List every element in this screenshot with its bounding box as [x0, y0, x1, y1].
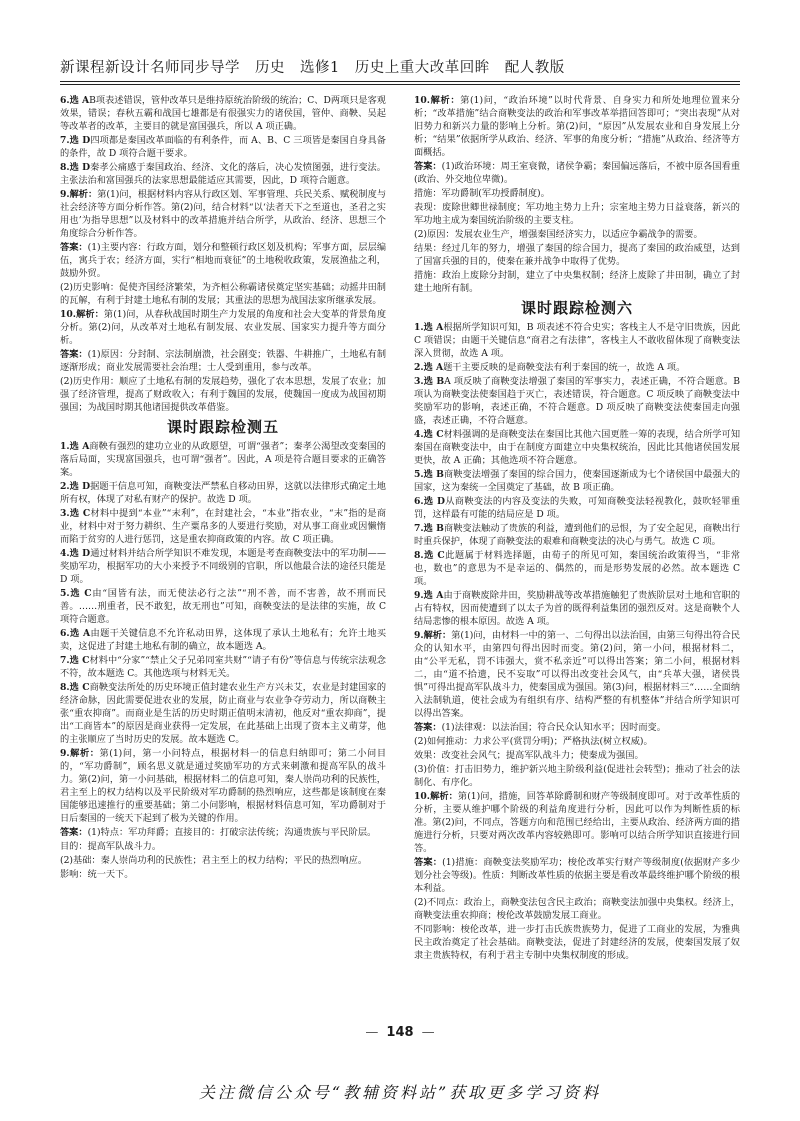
answer-lead: 选 A: [69, 441, 90, 452]
question-number: 6.: [60, 95, 70, 106]
answer-text: 结果：经过几年的努力，增强了秦国的综合国力，提高了秦国的政治威望，达到了国富兵强的目的，使秦在兼并战争中取得了优势。: [414, 243, 740, 267]
answer-text: 第(1)问，措施，回答革除爵制和财产等级制度即可。对于改革性质的分析，主要从维护哪个阶级的利益角度进行分析，因此可以作为判断性质的标准。第(2)问，不同点，答题方向和范围已经给出，主要从政治、经济两方面的措施进行分析，只要对两次改革内容较熟即可。影响可以结合所学知识直接进行回答。: [414, 791, 741, 854]
answer-lead: 答案：: [414, 161, 442, 172]
question-number: 1.: [60, 441, 70, 452]
answer-text: 第(1)问，第一小问特点，根据材料一的信息归纳即可；第二小问目的，“军功爵制”，顾名思义就是通过奖励军功的方式来刺激和提高军队的战斗力。第(2)问，第一小问基础，根据材料二的信息可知，秦人崇尚功利的民族性，君主至上的权力结构以及平民阶级对军功爵制的热烈响应，这些都是该制度在秦国能够迅速推行的重要基础；第二小问影响，根据材料信息可知，军功爵制对于日后秦国的一统天下起到了极为关键的作用。: [60, 748, 387, 824]
answer-text: (1)措施：商鞅变法奖励军功；梭伦改革实行财产等级制度(依据财产多少划分社会等级)。性质：判断改革性质的依据主要是看改革最终维护哪个阶级的根本利益。: [414, 857, 741, 894]
answer-paragraph: [414, 589, 740, 628]
answer-lead: 选 A: [69, 628, 91, 639]
answer-paragraph: [414, 228, 740, 241]
answer-paragraph: [414, 749, 740, 762]
dash-right: —: [421, 1025, 435, 1040]
answer-lead: 选 D: [69, 135, 91, 146]
section-5-answers: [60, 440, 386, 881]
answer-text: 材料中“分家”“禁止父子兄弟同室共财”“请子有份”等信息与传统宗法观念不符，故本题选 C。其他选项与材料无关。: [60, 655, 386, 679]
answer-lead: 选 A: [423, 322, 444, 333]
question-number: 10.: [414, 791, 430, 802]
question-number: 8.: [414, 550, 424, 561]
section-title-6: 课时跟踪检测六: [520, 299, 633, 317]
question-number: 4.: [414, 429, 424, 440]
answer-paragraph: [60, 134, 386, 160]
answer-text: 影响：统一天下。: [60, 869, 134, 880]
answer-text: (2)基础：秦人崇尚功利的民族性；君主至上的权力结构；平民的热烈响应。: [60, 855, 368, 866]
answer-paragraph: [60, 681, 386, 746]
right-column: [414, 94, 740, 963]
answer-text: 题干主要反映的是商鞅变法有利于秦国的统一，故选 A 项。: [443, 362, 686, 373]
answer-text: (1)政治环境：周王室衰微，诸侯争霸；秦国偏远落后，不被中原各国看重(政治、外交地位卑微)。: [414, 161, 741, 185]
answer-text: 措施：军功爵制(军功授爵制度)。: [414, 188, 550, 199]
footer-note: 关注微信公众号“教辅资料站”获取更多学习资料: [198, 1083, 602, 1102]
answer-paragraph: [414, 629, 740, 720]
answer-text: (2)不同点：政治上，商鞅变法包含民主政治；商鞅变法加强中央集权。经济上，商鞅变法重农抑商；梭伦改革鼓励发展工商业。: [414, 897, 740, 921]
answer-text: 材料强调的是商鞅变法在秦国比其他六国更胜一筹的表现，结合所学可知秦国在商鞅变法中，由于在制度方面建立中央集权统治，因此比其他诸侯国发展更快，故 A 正确；其他选项不符合题意。: [414, 429, 741, 466]
answer-lead: 选 C: [69, 655, 90, 666]
answer-paragraph: [60, 440, 386, 479]
answer-text: (3)价值：打击旧势力，维护新兴地主阶级利益(促进社会转型)；推动了社会的法制化、有序化。: [414, 764, 740, 788]
answer-paragraph: [60, 868, 386, 881]
answer-paragraph: [60, 747, 386, 825]
answer-paragraph: [414, 790, 740, 855]
answer-paragraph: [414, 428, 740, 467]
answer-lead: 选 A: [423, 590, 444, 601]
answer-lead: 答案：: [414, 722, 442, 733]
question-number: 3.: [60, 508, 70, 519]
answer-paragraph: [414, 856, 740, 895]
answer-text: 根据所学知识可知，B 项表述不符合史实；客栈主人不是守旧贵族，因此 C 项错误；由题干关键信息“商君之有法律”，客栈主人不敢收留体现了商鞅变法深入贯彻，故选 A 项。: [414, 322, 741, 359]
answer-lead: 选 D: [69, 162, 91, 173]
answer-text: 四项都是秦国改革面临的有利条件，而 A、B、C 三项皆是秦国自身具备的条件，故 D 项符合题干要求。: [60, 135, 386, 159]
answer-text: 第(1)问，由材料一中的第一、二句得出以法治国，由第三句得出符合民众的认知水平，由第四句得出因时而变。第(2)问，第一小问，根据材料二，由“公平无私，罚不讳强大，赏不私亲近”可以得出答案；第二小问，根据材料二，由“道不拾遗，民不妄取”可以得出改变社会风气，由“兵革大强，诸侯畏惧”可得出提高军队战斗力，使秦国成为强国。第(3)问，根据材料三“……全面纳入法制轨道，使社会成为有组织有序、结构严整的有机整体”并结合所学知识可以得出答案。: [414, 630, 741, 719]
question-number: 6.: [414, 496, 424, 507]
answer-text: (1)原因：分封制、宗法制崩溃，社会剧变；铁器、牛耕推广，土地私有制逐渐形成；商业发展需要社会治理；士人受到重用，参与改革。: [60, 349, 387, 373]
answer-paragraph: [60, 94, 386, 133]
answer-text: 据题干信息可知，商鞅变法严禁私自移动田界，这就以法律形式确定土地所有权，体现了对私有财产的保护。故选 D 项。: [60, 481, 386, 505]
answer-paragraph: [414, 549, 740, 588]
answer-lead: 解析：: [75, 309, 104, 320]
answer-lead: 答案：: [60, 242, 88, 253]
answer-paragraph: [414, 522, 740, 548]
question-number: 9.: [60, 748, 70, 759]
answer-lead: 选 C: [423, 429, 444, 440]
header-title: 新课程新设计名师同步导学 历史 选修1 历史上重大改革回眸 配人教版: [60, 60, 565, 76]
answer-paragraph: [60, 587, 386, 626]
question-number: 9.: [60, 189, 70, 200]
answer-paragraph: [60, 241, 386, 280]
question-number: 5.: [414, 469, 424, 480]
answer-paragraph: [60, 188, 386, 240]
answer-text: 由“国皆有法，而无使法必行之法”“刑不善，而不害善，故不刑而民善。……刑重者，民不敢犯，故无刑也”可知，商鞅变法的是法律的实施，故 C 项符合题意。: [60, 588, 387, 625]
answer-paragraph: [60, 480, 386, 506]
answer-paragraph: [60, 281, 386, 307]
answer-paragraph: [414, 160, 740, 186]
answer-text: 效果：改变社会风气；提高军队战斗力；使秦成为强国。: [414, 750, 644, 761]
question-number: 10.: [414, 95, 430, 106]
page-header: [60, 56, 740, 82]
answer-lead: 选 A: [423, 362, 444, 373]
question-number: 8.: [60, 682, 70, 693]
answer-text: 通过材料并结合所学知识不难发现，本题是考查商鞅变法中的军功制——奖励军功，根据军功的大小来授予不同级别的官职，所以他最合法的途径只能是 D 项。: [60, 548, 387, 585]
answer-text: 材料中提到“本业”“末利”，在封建社会，“本业”指农业，“末”指的是商业，材料中对于努力耕织、生产粟帛多的人要进行奖励，对从事工商业或因懒惰而陷于贫穷的人进行惩罚，这是重农抑商政策的内容。故 C 项正确。: [60, 508, 387, 545]
answer-paragraph: [60, 627, 386, 653]
page-number: [0, 1025, 800, 1040]
header-rule: [60, 84, 740, 85]
answer-text: 秦孝公痛感于秦国政治、经济、文化的落后，决心发愤图强，进行变法。主张法治和富国强兵的法家思想最能适应其需要，因此，D 项符合题意。: [60, 162, 386, 186]
section-title-5: 课时跟踪检测五: [166, 418, 279, 436]
answer-paragraph: [414, 94, 740, 159]
answer-paragraph: [60, 161, 386, 187]
answer-lead: 选 C: [423, 550, 445, 561]
answer-text: 不同影响：梭伦改革，进一步打击氏族贵族势力，促进了工商业的发展，为雅典民主政治奠定了社会基础。商鞅变法，促进了封建经济的发展，使秦国发展了奴隶主贵族特权，有利于君主专制中央集权制度的形成。: [414, 924, 740, 961]
question-number: 8.: [60, 162, 70, 173]
left-column: [60, 94, 386, 882]
right-answers: [414, 94, 740, 295]
answer-paragraph: [414, 375, 740, 427]
answer-paragraph: [414, 721, 740, 734]
question-number: 10.: [60, 309, 76, 320]
answer-lead: 解析：: [429, 791, 458, 802]
question-number: 1.: [414, 322, 424, 333]
answer-paragraph: [60, 348, 386, 374]
answer-lead: 解析：: [69, 748, 100, 759]
answer-text: 商鞅变法增强了秦国的综合国力，使秦国逐渐成为七个诸侯国中最强大的国家，这为秦统一全国奠定了基础，故 B 项正确。: [414, 469, 741, 493]
answer-lead: 选 C: [69, 588, 92, 599]
answer-text: 此题属于材料选择题，由荀子的所见可知，秦国统治政策得当，“非常也，数也”的意思为不是幸运的、偶然的，而是形势发展的必然。故本题选 C 项。: [414, 550, 741, 587]
answer-text: 由题干关键信息不允许私动田界，这体现了承认土地私有；允许土地买卖，这促进了封建土地私有制的确立，故本题选 A。: [60, 628, 387, 652]
answer-text: 第(1)问，从春秋战国时期生产力发展的角度和社会大变革的背景角度分析。第(2)问，从改革对土地私有制发展、农业发展、国家实力提升等方面分析。: [60, 309, 387, 346]
answer-paragraph: [60, 854, 386, 867]
answer-lead: 答案：: [60, 349, 88, 360]
answer-paragraph: [414, 735, 740, 748]
answer-paragraph: [414, 242, 740, 268]
answer-paragraph: [60, 826, 386, 839]
answer-lead: 选 C: [69, 508, 91, 519]
answer-text: 措施：政治上废除分封制，建立了中央集权制；经济上废除了井田制，确立了封建土地所有制。: [414, 270, 740, 294]
question-number: 4.: [60, 548, 70, 559]
answer-paragraph: [414, 763, 740, 789]
section-6-answers: [414, 321, 740, 962]
question-number: 7.: [414, 523, 424, 534]
answer-text: (2)原因：发展农业生产，增强秦国经济实力，以适应争霸战争的需要。: [414, 229, 703, 240]
answer-paragraph: [414, 321, 740, 360]
answer-text: 由于商鞅废除井田，奖励耕战等改革措施触犯了贵族阶层对土地和官职的占有特权，因而使遭到了以太子为首的既得利益集团的强烈反对。这是商鞅个人结局悲惨的根本原因。故选 A 项。: [414, 590, 741, 627]
answer-paragraph: [414, 896, 740, 922]
answer-paragraph: [60, 654, 386, 680]
answer-lead: 解析：: [69, 189, 98, 200]
answer-paragraph: [414, 269, 740, 295]
answer-paragraph: [414, 361, 740, 374]
answer-text: B项表述错误，管仲改革只是维持原统治阶级的统治；C、D两项只是客观效果，错误；春秋五霸和战国七雄都是有很强实力的诸侯国，管仲、商鞅、吴起等改革者的改革，主要目的就是富国强兵，所以 A 项正确。: [60, 95, 386, 132]
answer-text: (2)如何推动：力求公平(赏罚分明)；严格执法(树立权威)。: [414, 736, 653, 747]
answer-lead: 选 D: [69, 481, 91, 492]
answer-lead: 选 B: [423, 523, 444, 534]
answer-paragraph: [60, 507, 386, 546]
answer-lead: 选 B: [423, 469, 444, 480]
question-number: 6.: [60, 628, 70, 639]
answer-text: 商鞅变法所处的历史环境正值封建农业生产方兴未艾，农业是封建国家的经济命脉，因此需要促进农业的发展，防止商业与农业争夺劳动力，所以商鞅主张“重农抑商”。而商业是生活的历史时期正值明末清初，他反对“重农抑商”，提出“工商皆本”的原因是商业获得一定发展，在此基础上出现了资本主义萌芽，他的主张顺应了当时历史的发展。故本题选 C。: [60, 682, 387, 745]
answer-text: 从商鞅变法的内容及变法的失败，可知商鞅变法轻视教化，鼓吹轻罪重罚，这样最有可能的结局应是 D 项。: [414, 496, 741, 520]
answer-text: A 项反映了商鞅变法增强了秦国的军事实力，表述正确，不符合题意。B 项认为商鞅变法使秦国趋于灭亡，表述错误，符合题意。C 项反映了商鞅变法中奖励军功的影响，表述正确，不符合题意。D 项反映了商鞅变法使秦国走向强盛，表述正确，不符合题意。: [414, 376, 741, 426]
answer-text: 第(1)问，“政治环境”以时代背景、自身实力和所处地理位置来分析；“改革措施”结合商鞅变法的政治和军事改革举措回答即可；“突出表现”从对旧势力和新兴力量的影响上分析。第(2)问，“原因”从发展农业和自身发展上分析；“结果”依据所学从政治、经济、军事的角度分析；“措施”从政治、经济等方面概括。: [414, 95, 740, 158]
answer-text: 商鞅变法触动了贵族的利益，遭到他们的忌恨，为了安全起见，商鞅出行时重兵保护，体现了商鞅变法的艰难和商鞅变法的决心与勇气。故选 C 项。: [414, 523, 741, 547]
answer-lead: 答案：: [60, 827, 88, 838]
answer-paragraph: [414, 495, 740, 521]
answer-lead: 选 D: [69, 548, 91, 559]
answer-paragraph: [60, 375, 386, 414]
question-number: 9.: [414, 630, 424, 641]
question-number: 9.: [414, 590, 424, 601]
answer-lead: 选 C: [69, 682, 90, 693]
dash-left: —: [365, 1025, 379, 1040]
answer-text: 表现：废除世卿世禄制度；军功地主势力上升；宗室地主势力日益衰落，新兴的军功地主成为秦国统治阶级的主要支柱。: [414, 202, 740, 226]
answer-paragraph: [414, 201, 740, 227]
answer-paragraph: [60, 308, 386, 347]
answer-lead: 选 A: [69, 95, 90, 106]
answer-text: 商鞅有强烈的建功立业的从政愿望，可谓“强者”；秦孝公渴望改变秦国的落后局面，实现富国强兵，也可谓“强者”。因此，A 项是符合题目要求的正确答案。: [60, 441, 386, 478]
answer-paragraph: [414, 187, 740, 200]
answer-lead: 选 D: [423, 496, 445, 507]
question-number: 5.: [60, 588, 70, 599]
answer-text: 目的：提高军队战斗力。: [60, 841, 162, 852]
answer-lead: 答案：: [414, 857, 443, 868]
answer-text: (1)法律观：以法治国；符合民众认知水平；因时而变。: [441, 722, 666, 733]
question-number: 7.: [60, 655, 70, 666]
answer-text: 第(1)问，根据材料内容从行政区划、军事管理、兵民关系、赋税制度与社会经济等方面分析作答。第(2)问，结合材料“以‘法者天下之至道也，圣君之实用也’为指导思想”以及材料中的改革措施并结合所学，从政治、经济、思想三个角度综合分析作答。: [60, 189, 387, 239]
answer-text: (1)特点：军功拜爵；直接目的：打破宗法传统；沟通贵族与平民阶层。: [87, 827, 377, 838]
answer-paragraph: [60, 840, 386, 853]
answer-text: (1)主要内容：行政方面，划分和整顿行政区划及机构；军事方面，层层编伍，寓兵于农；经济方面，实行“相地而衰征”的土地税收政策，发展渔盐之利，鼓励外贸。: [60, 242, 387, 279]
answer-text: (2)历史作用：顺应了土地私有制的发展趋势，强化了农本思想，发展了农业；加强了经济管理，提高了财政收入；有利于魏国的发展，使魏国一度成为战国初期强国；为战国时期其他诸国提供改革借鉴。: [60, 376, 386, 413]
answer-lead: 解析：: [423, 630, 452, 641]
left-answers: [60, 94, 386, 414]
answer-paragraph: [414, 923, 740, 962]
answer-lead: 解析：: [429, 95, 461, 106]
question-number: 3.: [414, 376, 424, 387]
question-number: 2.: [414, 362, 424, 373]
answer-text: (2)历史影响：促使齐国经济繁荣，为齐桓公称霸诸侯奠定坚实基础；动摇井田制的瓦解，有利于封建土地私有制的发展；其重法的思想为战国法家所继承发展。: [60, 282, 386, 306]
answer-paragraph: [414, 468, 740, 494]
page-number-value: 148: [386, 1025, 414, 1040]
answer-lead: 选 B: [423, 376, 445, 387]
question-number: 2.: [60, 481, 70, 492]
question-number: 7.: [60, 135, 70, 146]
answer-paragraph: [60, 547, 386, 586]
